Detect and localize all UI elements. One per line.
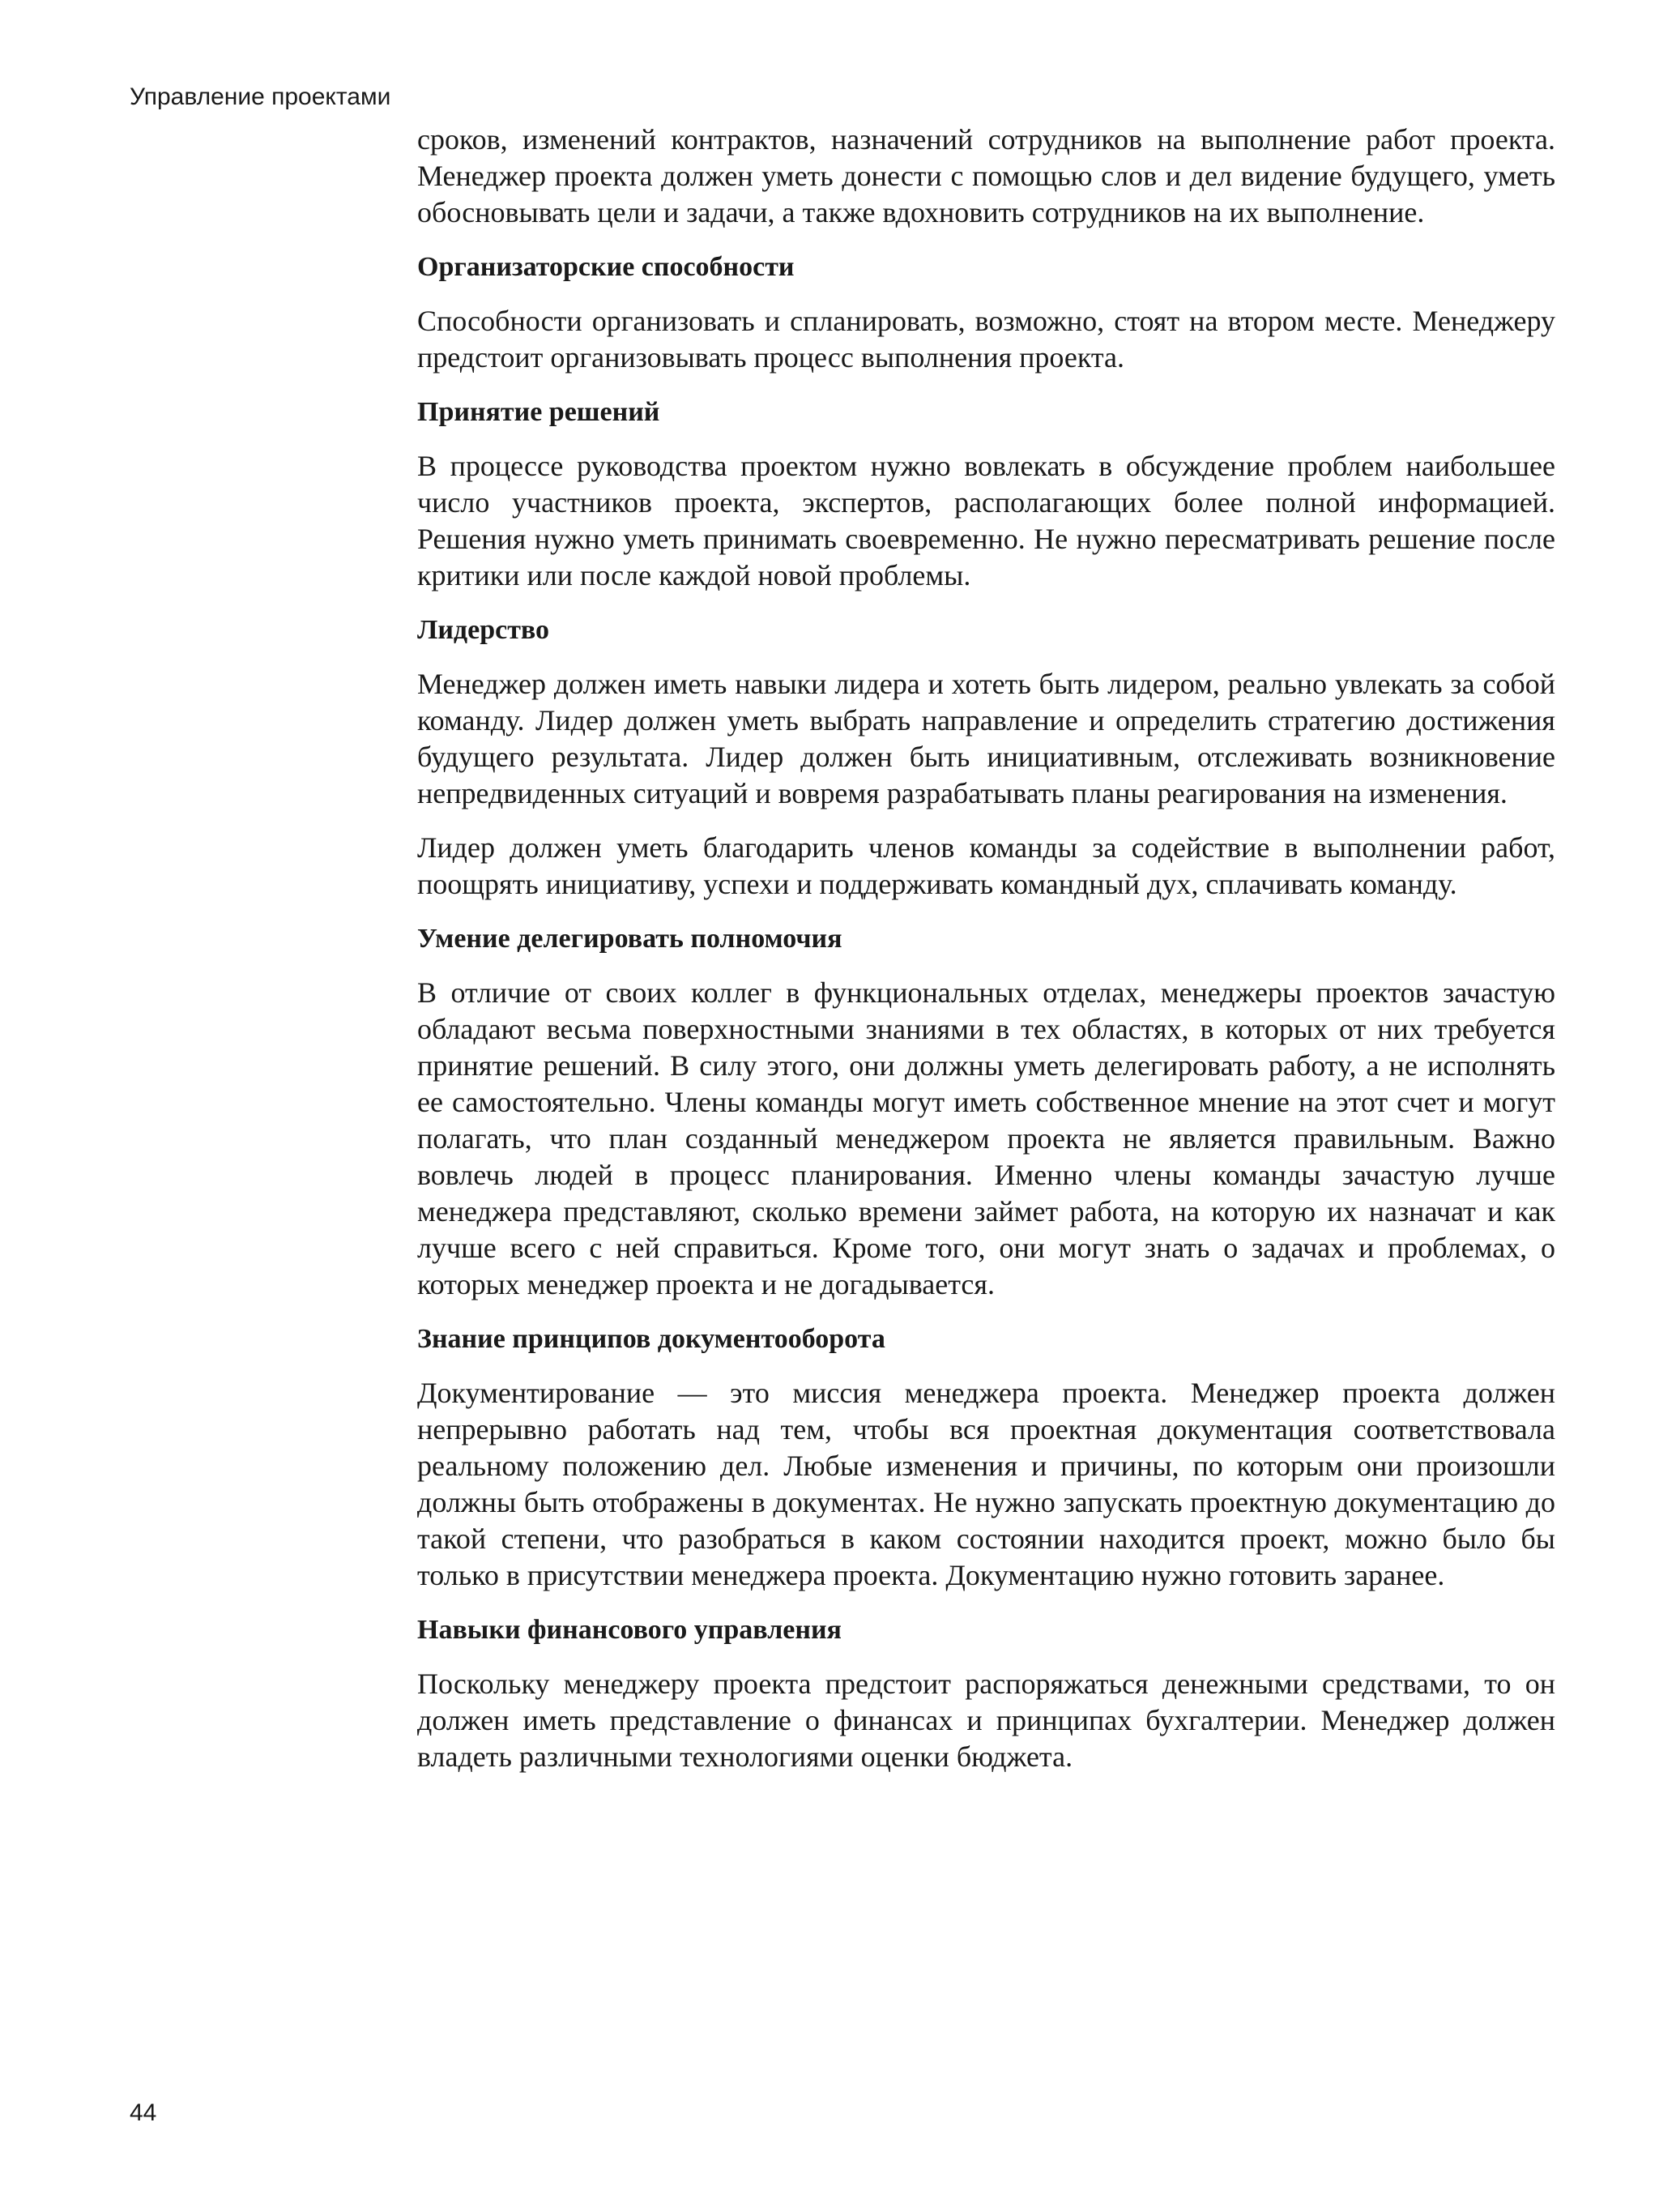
running-header: Управление проектами [130,83,391,110]
section-heading-leadership: Лидерство [417,615,550,645]
page-number: 44 [130,2099,157,2126]
page-body [417,122,1555,1793]
section-paragraph: Поскольку менеджеру проекта предстоит распоряжаться денежными средствами, то он должен иметь представление о финансах и принципах бухгалтерии. Менеджер должен владеть различными технологиями оценки бюджета. [417,1668,1555,1773]
intro-paragraph: сроков, изменений контрактов, назначений сотрудников на выполнение работ проекта. Менеджер проекта должен уметь донести с помощью слов и дел видение будущего, уметь обосновывать цели и задачи, а также вдохновить сотрудников на их выполнение. [417,123,1555,228]
section-heading-delegation: Умение делегировать полномочия [417,924,842,954]
section-paragraph: В процессе руководства проектом нужно вовлекать в обсуждение проблем наибольшее число участников проекта, экспертов, располагающих более полной информацией. Решения нужно уметь принимать своевременно. Не нужно пересматривать решение после критики или после каждой новой проблемы. [417,450,1555,591]
section-paragraph: Способности организовать и спланировать, возможно, стоят на втором месте. Менеджеру предстоит организовывать процесс выполнения проекта. [417,305,1555,374]
section-paragraph: Документирование — это миссия менеджера проекта. Менеджер проекта должен непрерывно работать над тем, чтобы вся проектная документация соответствовала реальному положению дел. Любые изменения и причины, по которым они произошли должны быть отображены в документах. Не нужно запускать проектную документацию до такой степени, что разобраться в каком состоянии находится проект, можно было бы только в присутствии менеджера проекта. Документацию нужно готовить заранее. [417,1377,1555,1591]
section-heading-documentation: Знание принципов документооборота [417,1324,885,1354]
section-paragraph: Лидер должен уметь благодарить членов команды за содействие в выполнении работ, поощрять инициативу, успехи и поддерживать командный дух, сплачивать команду. [417,831,1555,900]
section-paragraph: Менеджер должен иметь навыки лидера и хотеть быть лидером, реально увлекать за собой команду. Лидер должен уметь выбрать направление и определить стратегию достижения будущего результата. Лидер должен быть инициативным, отслеживать возникновение непредвиденных ситуаций и вовремя разрабатывать планы реагирования на изменения. [417,668,1555,809]
section-paragraph: В отличие от своих коллег в функциональных отделах, менеджеры проектов зачастую обладают весьма поверхностными знаниями в тех областях, в которых от них требуется принятие решений. В силу этого, они должны уметь делегировать работу, а не исполнять ее самостоятельно. Члены команды могут иметь собственное мнение на этот счет и могут полагать, что план созданный менеджером проекта не является правильным. Важно вовлечь людей в процесс планирования. Именно члены команды зачастую лучше менеджера представляют, сколько времени займет работа, на которую их назначат и как лучше всего с ней справиться. Кроме того, они могут знать о задачах и проблемах, о которых менеджер проекта и не догадывается. [417,976,1555,1300]
section-heading-decision-making: Принятие решений [417,397,660,427]
section-heading-organizational: Организаторские способности [417,252,795,282]
section-heading-financial: Навыки финансового управления [417,1615,842,1645]
